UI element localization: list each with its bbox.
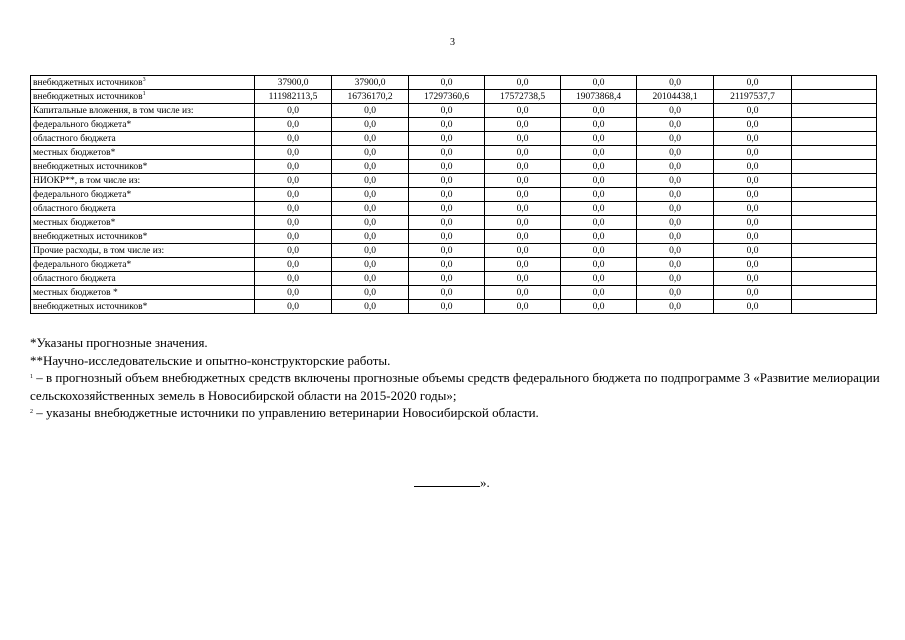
value-cell: 0,0 <box>714 272 792 286</box>
value-cell: 0,0 <box>332 258 409 272</box>
value-cell: 0,0 <box>714 76 792 90</box>
value-cell: 0,0 <box>714 258 792 272</box>
value-cell <box>792 76 877 90</box>
value-cell: 0,0 <box>561 104 637 118</box>
value-cell: 0,0 <box>485 258 561 272</box>
value-cell: 17572738,5 <box>485 90 561 104</box>
value-cell: 0,0 <box>485 244 561 258</box>
value-cell <box>792 244 877 258</box>
value-cell: 0,0 <box>485 188 561 202</box>
value-cell <box>792 104 877 118</box>
value-cell: 0,0 <box>561 258 637 272</box>
value-cell: 0,0 <box>255 146 332 160</box>
row-label <box>31 188 255 202</box>
value-cell: 0,0 <box>255 244 332 258</box>
value-cell: 0,0 <box>332 118 409 132</box>
value-cell <box>792 216 877 230</box>
value-cell: 0,0 <box>255 258 332 272</box>
value-cell: 0,0 <box>714 132 792 146</box>
table-row <box>31 90 877 104</box>
page-number: 3 <box>450 37 455 48</box>
row-label <box>31 104 255 118</box>
value-cell: 0,0 <box>332 146 409 160</box>
value-cell: 0,0 <box>409 104 485 118</box>
table-row <box>31 230 877 244</box>
table-row <box>31 76 877 90</box>
row-label <box>31 174 255 188</box>
value-cell: 0,0 <box>637 118 714 132</box>
value-cell: 0,0 <box>714 118 792 132</box>
row-label-text: местных бюджетов* <box>33 147 116 158</box>
value-cell <box>792 90 877 104</box>
value-cell: 0,0 <box>255 202 332 216</box>
row-label-text: областного бюджета <box>33 203 116 214</box>
table-row <box>31 188 877 202</box>
value-cell: 0,0 <box>332 272 409 286</box>
value-cell: 0,0 <box>409 230 485 244</box>
value-cell: 0,0 <box>409 202 485 216</box>
value-cell <box>792 188 877 202</box>
value-cell: 0,0 <box>561 174 637 188</box>
value-cell: 0,0 <box>409 160 485 174</box>
value-cell: 0,0 <box>485 146 561 160</box>
footnote <box>30 352 890 370</box>
value-cell: 0,0 <box>332 244 409 258</box>
table-row <box>31 202 877 216</box>
value-cell: 0,0 <box>637 230 714 244</box>
value-cell: 0,0 <box>332 160 409 174</box>
value-cell: 0,0 <box>332 300 409 314</box>
value-cell: 0,0 <box>332 132 409 146</box>
value-cell: 0,0 <box>332 286 409 300</box>
row-label <box>31 286 255 300</box>
value-cell: 0,0 <box>637 132 714 146</box>
table-row <box>31 272 877 286</box>
value-cell <box>792 286 877 300</box>
value-cell: 0,0 <box>637 174 714 188</box>
value-cell: 0,0 <box>255 188 332 202</box>
table-body <box>31 76 877 314</box>
value-cell: 37900,0 <box>332 76 409 90</box>
value-cell: 0,0 <box>714 104 792 118</box>
value-cell: 0,0 <box>485 132 561 146</box>
value-cell: 0,0 <box>485 202 561 216</box>
value-cell: 0,0 <box>714 174 792 188</box>
value-cell: 0,0 <box>561 160 637 174</box>
value-cell: 0,0 <box>485 300 561 314</box>
row-label <box>31 132 255 146</box>
value-cell: 0,0 <box>714 160 792 174</box>
value-cell: 37900,0 <box>255 76 332 90</box>
row-label <box>31 76 255 90</box>
row-label-text: НИОКР**, в том числе из: <box>33 175 141 186</box>
row-label-text: внебюджетных источников* <box>33 161 148 172</box>
value-cell: 0,0 <box>409 146 485 160</box>
value-cell: 0,0 <box>637 104 714 118</box>
value-cell: 0,0 <box>637 216 714 230</box>
value-cell: 111982113,5 <box>255 90 332 104</box>
footnote-marker: 1 <box>142 90 146 97</box>
value-cell: 0,0 <box>561 188 637 202</box>
value-cell: 0,0 <box>485 118 561 132</box>
value-cell: 0,0 <box>485 230 561 244</box>
value-cell: 0,0 <box>409 272 485 286</box>
value-cell: 0,0 <box>561 76 637 90</box>
row-label-text: федерального бюджета* <box>33 119 132 130</box>
footnote <box>30 404 890 422</box>
row-label-text: местных бюджетов * <box>33 287 118 298</box>
value-cell: 0,0 <box>255 174 332 188</box>
row-label-text: областного бюджета <box>33 273 116 284</box>
value-cell <box>792 272 877 286</box>
value-cell: 0,0 <box>714 188 792 202</box>
value-cell: 0,0 <box>332 188 409 202</box>
budget-table <box>30 75 877 314</box>
row-label <box>31 202 255 216</box>
row-label <box>31 118 255 132</box>
value-cell: 0,0 <box>561 272 637 286</box>
value-cell: 0,0 <box>561 286 637 300</box>
value-cell: 0,0 <box>714 300 792 314</box>
footnote-text: **Научно-исследовательские и опытно-конструкторские работы. <box>30 352 391 368</box>
table-row <box>31 146 877 160</box>
row-label <box>31 160 255 174</box>
value-cell: 16736170,2 <box>332 90 409 104</box>
value-cell: 0,0 <box>637 146 714 160</box>
table-row <box>31 258 877 272</box>
value-cell: 0,0 <box>255 132 332 146</box>
value-cell: 0,0 <box>714 286 792 300</box>
value-cell: 0,0 <box>561 146 637 160</box>
value-cell: 0,0 <box>637 244 714 258</box>
value-cell <box>792 132 877 146</box>
value-cell: 0,0 <box>255 286 332 300</box>
value-cell: 0,0 <box>485 272 561 286</box>
row-label <box>31 272 255 286</box>
value-cell: 0,0 <box>485 286 561 300</box>
value-cell <box>792 300 877 314</box>
value-cell: 0,0 <box>561 132 637 146</box>
value-cell: 0,0 <box>255 300 332 314</box>
value-cell: 0,0 <box>561 230 637 244</box>
row-label <box>31 244 255 258</box>
footnote-marker: 1 <box>30 374 33 380</box>
value-cell: 17297360,6 <box>409 90 485 104</box>
value-cell: 0,0 <box>637 188 714 202</box>
row-label-text: федерального бюджета* <box>33 259 132 270</box>
value-cell: 0,0 <box>637 300 714 314</box>
value-cell: 0,0 <box>409 286 485 300</box>
value-cell <box>792 174 877 188</box>
footnote <box>30 369 890 404</box>
table-row <box>31 132 877 146</box>
footnote-text: *Указаны прогнозные значения. <box>30 335 208 350</box>
row-label-text: внебюджетных источников <box>33 91 143 102</box>
value-cell: 0,0 <box>714 244 792 258</box>
row-label <box>31 146 255 160</box>
value-cell: 0,0 <box>637 258 714 272</box>
value-cell: 0,0 <box>561 216 637 230</box>
value-cell <box>792 118 877 132</box>
value-cell: 0,0 <box>485 160 561 174</box>
table-row <box>31 174 877 188</box>
value-cell: 0,0 <box>714 202 792 216</box>
value-cell: 0,0 <box>637 160 714 174</box>
footnote-marker: 3 <box>142 76 146 83</box>
value-cell <box>792 230 877 244</box>
closing-line <box>414 474 490 491</box>
value-cell: 0,0 <box>485 76 561 90</box>
row-label-text: федерального бюджета* <box>33 189 132 200</box>
row-label <box>31 216 255 230</box>
value-cell: 0,0 <box>409 132 485 146</box>
value-cell: 0,0 <box>714 216 792 230</box>
value-cell: 0,0 <box>561 202 637 216</box>
value-cell: 0,0 <box>485 216 561 230</box>
value-cell: 0,0 <box>332 230 409 244</box>
value-cell: 0,0 <box>409 118 485 132</box>
row-label-text: внебюджетных источников* <box>33 301 148 312</box>
value-cell <box>792 258 877 272</box>
value-cell <box>792 202 877 216</box>
value-cell: 0,0 <box>409 188 485 202</box>
value-cell: 0,0 <box>561 300 637 314</box>
table-row <box>31 300 877 314</box>
table-row <box>31 104 877 118</box>
row-label-text: внебюджетных источников <box>33 77 143 88</box>
row-label <box>31 258 255 272</box>
footnote-text: – в прогнозный объем внебюджетных средств включены прогнозные объемы средств федерального бюджета по подпрограмме 3 «Развитие мелиорации сельскохозяйственных земель в Новосибирской области на 2015-2020 годы»; <box>30 370 880 403</box>
value-cell: 0,0 <box>409 244 485 258</box>
footnote-marker: 2 <box>30 409 33 415</box>
table-row <box>31 118 877 132</box>
table-row <box>31 216 877 230</box>
value-cell: 0,0 <box>637 76 714 90</box>
value-cell: 0,0 <box>255 216 332 230</box>
value-cell: 0,0 <box>637 202 714 216</box>
value-cell: 0,0 <box>637 286 714 300</box>
value-cell: 0,0 <box>409 258 485 272</box>
value-cell: 0,0 <box>561 118 637 132</box>
row-label <box>31 300 255 314</box>
value-cell: 21197537,7 <box>714 90 792 104</box>
row-label-text: Капитальные вложения, в том числе из: <box>33 105 194 116</box>
row-label-text: местных бюджетов* <box>33 217 116 228</box>
value-cell: 0,0 <box>332 216 409 230</box>
row-label <box>31 90 255 104</box>
table-row <box>31 244 877 258</box>
table-row <box>31 160 877 174</box>
value-cell: 20104438,1 <box>637 90 714 104</box>
value-cell: 0,0 <box>409 76 485 90</box>
value-cell <box>792 160 877 174</box>
signature-underline <box>414 474 480 487</box>
footnote-text: – указаны внебюджетные источники по управлению ветеринарии Новосибирской области. <box>33 405 539 420</box>
row-label <box>31 230 255 244</box>
value-cell: 0,0 <box>255 272 332 286</box>
closing-quote: ». <box>480 475 490 490</box>
footnotes <box>30 334 890 422</box>
footnote <box>30 334 890 352</box>
value-cell: 0,0 <box>485 174 561 188</box>
value-cell: 0,0 <box>714 146 792 160</box>
value-cell: 0,0 <box>332 202 409 216</box>
value-cell: 0,0 <box>637 272 714 286</box>
row-label-text: Прочие расходы, в том числе из: <box>33 245 165 256</box>
value-cell: 0,0 <box>409 300 485 314</box>
row-label-text: внебюджетных источников* <box>33 231 148 242</box>
value-cell: 0,0 <box>255 160 332 174</box>
value-cell: 0,0 <box>561 244 637 258</box>
value-cell: 0,0 <box>409 216 485 230</box>
value-cell: 0,0 <box>255 230 332 244</box>
value-cell: 0,0 <box>485 104 561 118</box>
value-cell: 0,0 <box>332 174 409 188</box>
row-label-text: областного бюджета <box>33 133 116 144</box>
table-row <box>31 286 877 300</box>
value-cell: 19073868,4 <box>561 90 637 104</box>
value-cell: 0,0 <box>255 104 332 118</box>
value-cell <box>792 146 877 160</box>
value-cell: 0,0 <box>409 174 485 188</box>
value-cell: 0,0 <box>714 230 792 244</box>
value-cell: 0,0 <box>255 118 332 132</box>
value-cell: 0,0 <box>332 104 409 118</box>
